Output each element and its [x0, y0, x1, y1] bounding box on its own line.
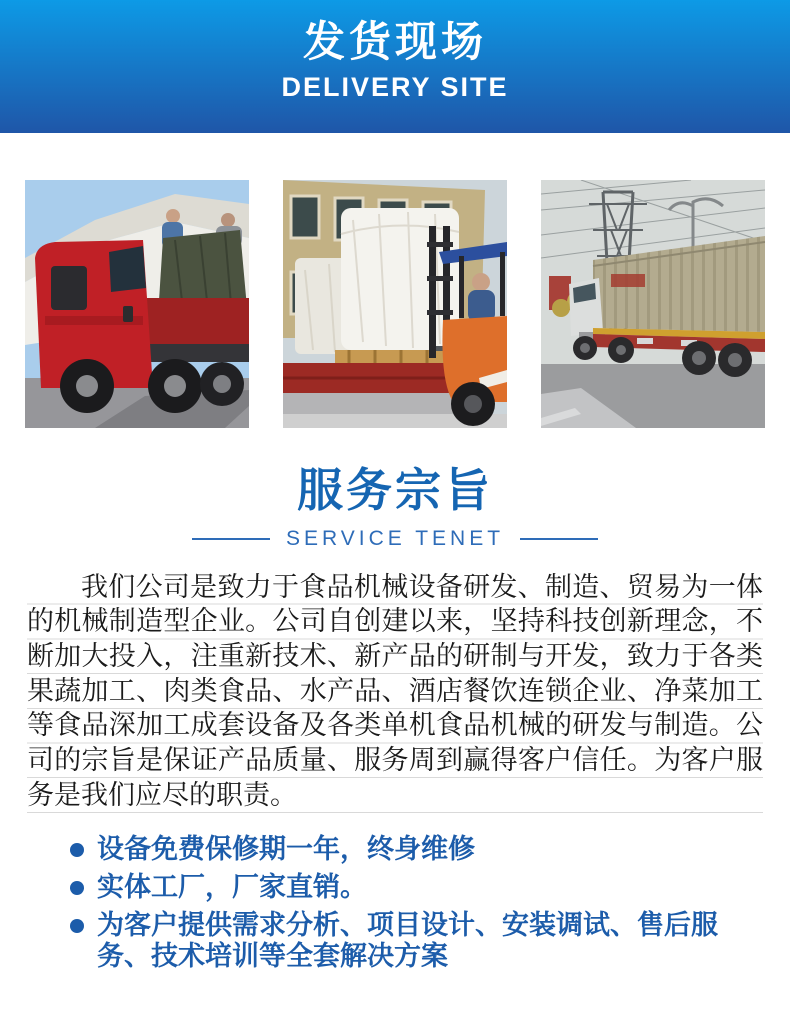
- bullet-dot-icon: [70, 881, 84, 895]
- company-intro-paragraph: 我们公司是致力于食品机械设备研发、制造、贸易为一体的机械制造型企业。公司自创建以来，坚持科技创新理念，不断加大投入，注重新技术、新产品的研制与开发，致力于各类果蔬加工、肉类食品、水产品、酒店餐饮连锁企业、净菜加工等食品深加工成套设备及各类单机食品机械的研发与制造。公司的宗旨是保证产品质量、服务周到赢得客户信任。为客户服务是我们应尽的职责。: [27, 570, 763, 815]
- subtitle-dash-left: [192, 538, 270, 540]
- bullet-item-factory: [70, 872, 750, 903]
- forklift-illustration: [283, 180, 507, 428]
- photo-container-truck: [541, 180, 765, 428]
- subtitle-dash-right: [520, 538, 598, 540]
- bullet-item-warranty: [70, 834, 750, 865]
- bullet-text: 为客户提供需求分析、项目设计、安装调试、售后服务、技术培训等全套解决方案: [97, 909, 718, 971]
- service-title-zh: 服务宗旨: [297, 464, 493, 516]
- bullet-dot-icon: [70, 919, 84, 933]
- container-truck-illustration: [541, 180, 765, 428]
- bullet-text: 实体工厂，厂家直销。: [97, 871, 367, 902]
- banner-title-zh: 发货现场: [302, 18, 487, 65]
- banner-title-en: DELIVERY SITE: [281, 72, 509, 103]
- red-truck-illustration: [25, 180, 249, 428]
- bullet-dot-icon: [70, 843, 84, 857]
- bullet-item-solutions: [70, 910, 750, 972]
- service-subtitle: [0, 527, 790, 551]
- photo-red-truck-loading: [25, 180, 249, 428]
- delivery-site-banner: [0, 0, 790, 133]
- delivery-photo-row: [0, 180, 790, 428]
- bullet-text: 设备免费保修期一年，终身维修: [97, 833, 475, 864]
- service-bullet-list: [0, 834, 790, 972]
- photo-forklift-loading: [283, 180, 507, 428]
- service-tenet-section: [0, 465, 790, 972]
- service-title-en: SERVICE TENET: [285, 526, 505, 550]
